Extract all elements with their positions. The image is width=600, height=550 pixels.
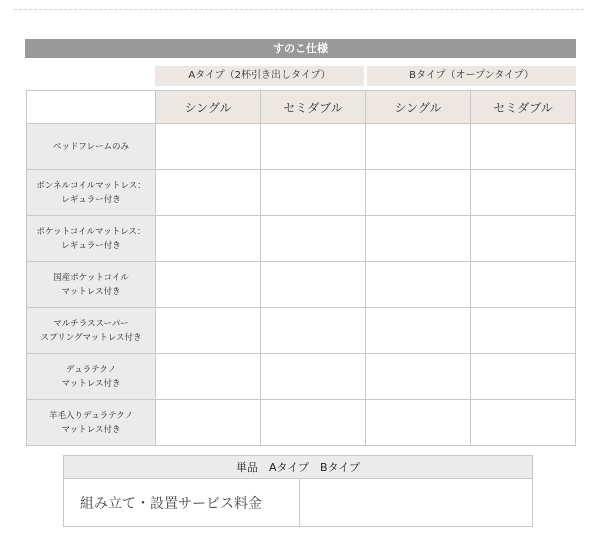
table-cell bbox=[156, 400, 261, 446]
table-cell bbox=[366, 262, 471, 308]
row-label-line2: スプリングマットレス付き bbox=[40, 332, 142, 343]
size-header-b-semidouble: セミダブル bbox=[471, 91, 576, 124]
corner-cell bbox=[27, 91, 156, 124]
row-label bbox=[27, 216, 156, 262]
table-cell bbox=[261, 170, 366, 216]
row-label-line1: ポケットコイルマットレス： bbox=[36, 226, 146, 237]
table-cell bbox=[261, 262, 366, 308]
type-a-header: Aタイプ（2杯引き出しタイプ） bbox=[155, 66, 364, 86]
table-row bbox=[27, 124, 576, 170]
table-cell bbox=[471, 262, 576, 308]
table-cell bbox=[261, 216, 366, 262]
table-cell bbox=[471, 216, 576, 262]
price-header-row bbox=[64, 456, 533, 479]
table-cell bbox=[366, 354, 471, 400]
table-cell bbox=[156, 124, 261, 170]
size-header-row bbox=[27, 91, 576, 124]
table-cell bbox=[471, 170, 576, 216]
table-cell bbox=[471, 400, 576, 446]
table-cell bbox=[471, 124, 576, 170]
table-row bbox=[27, 170, 576, 216]
row-label-line1: 羊毛入りデュラテクノ bbox=[48, 410, 134, 421]
row-label bbox=[27, 308, 156, 354]
row-label bbox=[27, 124, 156, 170]
table-cell bbox=[261, 354, 366, 400]
table-cell bbox=[471, 308, 576, 354]
table-cell bbox=[366, 170, 471, 216]
table-row bbox=[27, 308, 576, 354]
row-label bbox=[27, 262, 156, 308]
table-cell bbox=[366, 216, 471, 262]
row-label-line2: マットレス付き bbox=[61, 424, 121, 435]
service-fee-label: 組み立て・設置サービス料金 bbox=[64, 479, 300, 527]
spec-table bbox=[26, 90, 576, 446]
row-label bbox=[27, 400, 156, 446]
size-header-a-single: シングル bbox=[156, 91, 261, 124]
row-label-line1: 国産ポケットコイル bbox=[53, 272, 129, 283]
table-cell bbox=[366, 308, 471, 354]
table-row bbox=[27, 216, 576, 262]
table-row bbox=[27, 262, 576, 308]
top-divider bbox=[14, 9, 584, 10]
size-header-b-single: シングル bbox=[366, 91, 471, 124]
section-title: すのこ仕様 bbox=[25, 39, 576, 58]
table-row bbox=[27, 354, 576, 400]
service-price-table bbox=[63, 455, 533, 527]
price-header: 単品 Aタイプ Bタイプ bbox=[64, 456, 533, 479]
row-label-line1: ボンネルコイルマットレス： bbox=[36, 180, 146, 191]
table-cell bbox=[156, 216, 261, 262]
row-label-line2: マットレス付き bbox=[61, 378, 121, 389]
service-fee-value bbox=[300, 479, 533, 527]
table-cell bbox=[261, 400, 366, 446]
table-cell bbox=[366, 400, 471, 446]
row-label-line1: ベッドフレームのみ bbox=[53, 141, 129, 152]
row-label-line2: レギュラー付き bbox=[61, 194, 121, 205]
row-label bbox=[27, 170, 156, 216]
table-cell bbox=[156, 262, 261, 308]
table-cell bbox=[156, 170, 261, 216]
table-cell bbox=[156, 354, 261, 400]
size-header-a-semidouble: セミダブル bbox=[261, 91, 366, 124]
table-cell bbox=[471, 354, 576, 400]
type-b-header: Bタイプ（オープンタイプ） bbox=[367, 66, 576, 86]
price-row bbox=[64, 479, 533, 527]
row-label-line1: マルチラススーパー bbox=[53, 318, 129, 329]
table-cell bbox=[156, 308, 261, 354]
table-row bbox=[27, 400, 576, 446]
table-cell bbox=[261, 124, 366, 170]
row-label-line2: マットレス付き bbox=[61, 286, 121, 297]
row-label-line2: レギュラー付き bbox=[61, 240, 121, 251]
row-label bbox=[27, 354, 156, 400]
row-label-line1: デュラテクノ bbox=[65, 364, 117, 375]
table-cell bbox=[366, 124, 471, 170]
table-cell bbox=[261, 308, 366, 354]
